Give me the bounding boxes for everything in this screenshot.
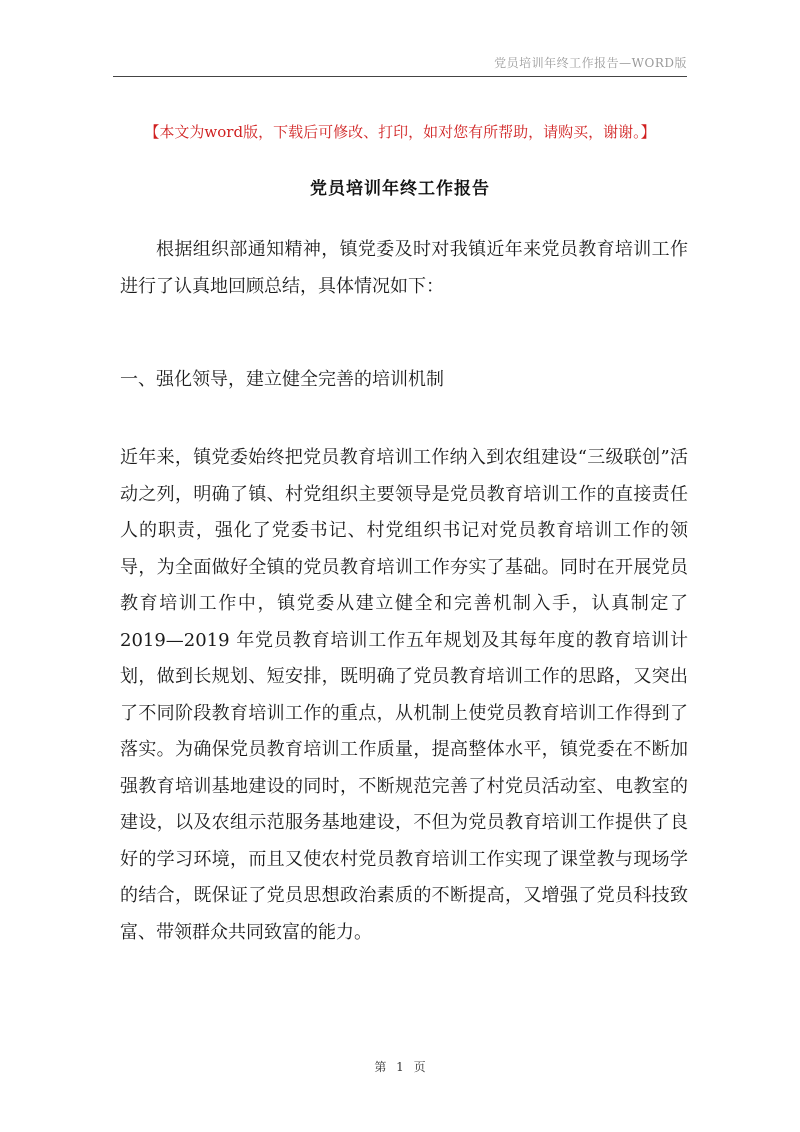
section-heading: 一、强化领导，建立健全完善的培训机制 bbox=[120, 369, 444, 390]
running-header: 党员培训年终工作报告—WORD版 bbox=[494, 56, 687, 70]
section-body-paragraph: 近年来，镇党委始终把党员教育培训工作纳入到农组建设“三级联创”活动之列，明确了镇、村党组织主要领导是党员教育培训工作的直接责任人的职责，强化了党委书记、村党组织书记对党员教育培训工作的领导，为全面做好全镇的党员教育培训工作夯实了基础。同时在开展党员教育培训工作中，镇党委从建立健全和完善机制入手，认真制定了 2019—2019 年党员教育培训工作五年规划及其每年度的教育培训计划，做到长规划、短安排，既明确了党员教育培训工作的思路，又突出了不同阶段教育培训工作的重点，从机制上使党员教育培训工作得到了落实。为确保党员教育培训工作质量，提高整体水平，镇党委在不断加强教育培训基地建设的同时，不断规范完善了村党员活动室、电教室的建设，以及农组示范服务基地建设，不但为党员教育培训工作提供了良好的学习环境，而且又使农村党员教育培训工作实现了课堂教与现场学的结合，既保证了党员思想政治素质的不断提高，又增强了党员科技致富、带领群众共同致富的能力。 bbox=[120, 447, 688, 943]
document-title: 党员培训年终工作报告 bbox=[310, 179, 490, 199]
header-divider bbox=[113, 76, 687, 77]
page-suffix: 页 bbox=[413, 1060, 426, 1074]
page-number: 1 bbox=[396, 1060, 404, 1074]
intro-paragraph: 根据组织部通知精神，镇党委及时对我镇近年来党员教育培训工作进行了认真地回顾总结，具体情况如下： bbox=[120, 239, 688, 297]
page-footer bbox=[0, 1058, 800, 1075]
download-notice: 【本文为word版，下载后可修改、打印，如对您有所帮助，请购买，谢谢。】 bbox=[144, 123, 656, 141]
page-prefix: 第 bbox=[374, 1060, 387, 1074]
